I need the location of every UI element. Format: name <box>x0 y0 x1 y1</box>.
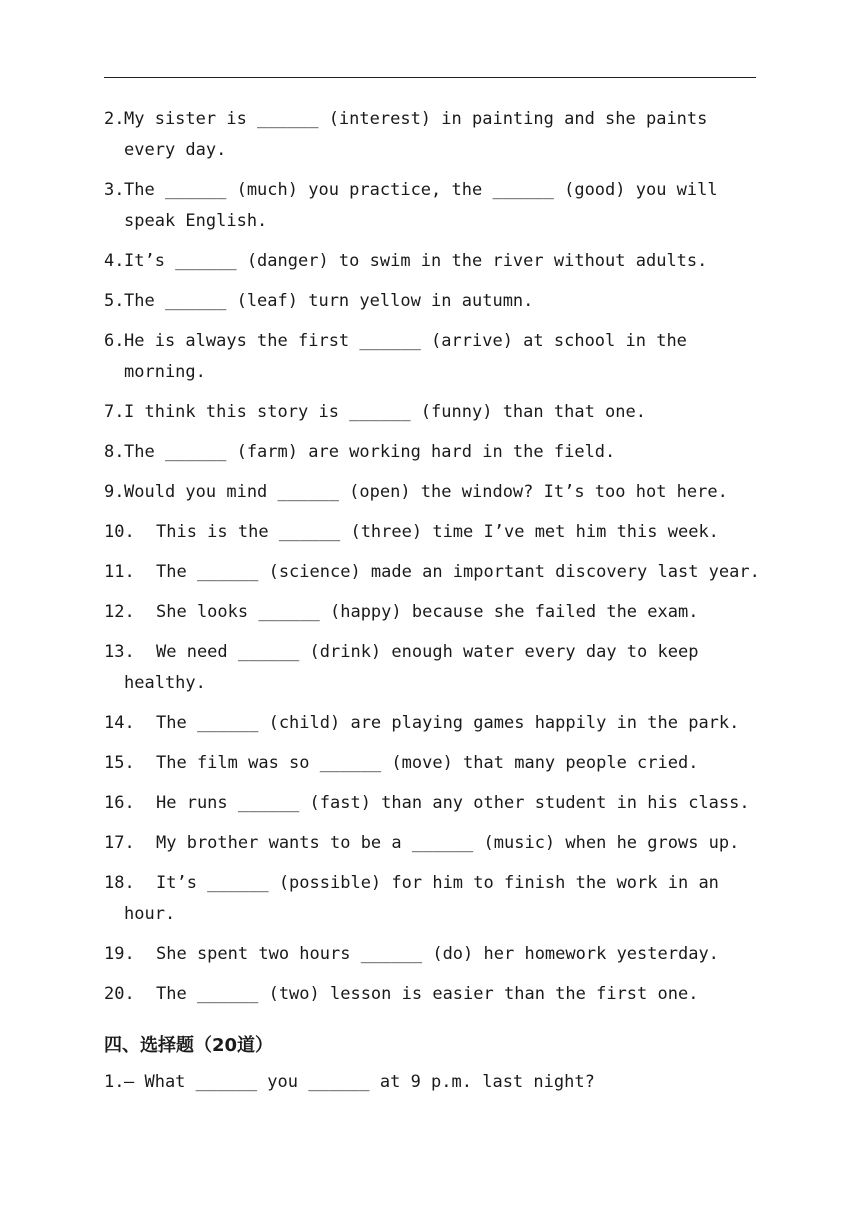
question-text: The ______ (child) are playing games happily in the park. <box>156 713 740 733</box>
question-text: The ______ (science) made an important discovery last year. <box>156 562 760 582</box>
mc-question-1 <box>104 1067 764 1098</box>
question-number: 2. <box>104 109 125 129</box>
question-number: 12. <box>104 602 135 622</box>
question-8 <box>104 437 764 468</box>
question-text: It’s ______ (possible) for him to finish the work in an <box>156 873 719 893</box>
question-text: — What ______ you ______ at 9 p.m. last night? <box>124 1072 595 1092</box>
question-number: 11. <box>104 562 135 582</box>
question-number: 6. <box>104 331 125 351</box>
question-text: My brother wants to be a ______ (music) when he grows up. <box>156 833 740 853</box>
question-9 <box>104 477 764 508</box>
question-number: 17. <box>104 833 135 853</box>
question-text-continued: healthy. <box>124 673 206 693</box>
question-text: He is always the first ______ (arrive) at school in the <box>124 331 687 351</box>
question-text: This is the ______ (three) time I’ve met him this week. <box>156 522 719 542</box>
question-18 <box>104 868 764 930</box>
question-text: She looks ______ (happy) because she failed the exam. <box>156 602 699 622</box>
question-number: 3. <box>104 180 125 200</box>
question-number: 15. <box>104 753 135 773</box>
question-17 <box>104 828 764 859</box>
question-5 <box>104 286 764 317</box>
question-6 <box>104 326 764 388</box>
question-text: Would you mind ______ (open) the window? It’s too hot here. <box>124 482 728 502</box>
question-4 <box>104 246 764 277</box>
question-number: 9. <box>104 482 125 502</box>
question-11 <box>104 557 764 588</box>
question-20 <box>104 979 764 1010</box>
question-text: The film was so ______ (move) that many people cried. <box>156 753 699 773</box>
question-text-continued: every day. <box>124 140 227 160</box>
question-text: The ______ (much) you practice, the ______ (good) you will <box>124 180 718 200</box>
question-number: 8. <box>104 442 125 462</box>
question-text: It’s ______ (danger) to swim in the river without adults. <box>124 251 708 271</box>
question-text: We need ______ (drink) enough water every day to keep <box>156 642 699 662</box>
question-10 <box>104 517 764 548</box>
question-text: I think this story is ______ (funny) than that one. <box>124 402 646 422</box>
question-text-continued: hour. <box>124 904 176 924</box>
question-text: The ______ (leaf) turn yellow in autumn. <box>124 291 534 311</box>
question-number: 5. <box>104 291 125 311</box>
question-number: 10. <box>104 522 135 542</box>
question-14 <box>104 708 764 739</box>
question-12 <box>104 597 764 628</box>
question-number: 16. <box>104 793 135 813</box>
question-3 <box>104 175 764 237</box>
question-number: 19. <box>104 944 135 964</box>
question-number: 7. <box>104 402 125 422</box>
question-text-continued: speak English. <box>124 211 268 231</box>
question-text: The ______ (two) lesson is easier than the first one. <box>156 984 699 1004</box>
question-15 <box>104 748 764 779</box>
question-text: The ______ (farm) are working hard in the field. <box>124 442 616 462</box>
question-2 <box>104 104 764 166</box>
question-number: 20. <box>104 984 135 1004</box>
question-text: She spent two hours ______ (do) her homework yesterday. <box>156 944 719 964</box>
question-19 <box>104 939 764 970</box>
section-title: 四、选择题（20道） <box>104 1035 274 1056</box>
question-16 <box>104 788 764 819</box>
question-13 <box>104 637 764 699</box>
header-rule <box>104 77 756 78</box>
question-text: My sister is ______ (interest) in painting and she paints <box>124 109 708 129</box>
question-text: He runs ______ (fast) than any other student in his class. <box>156 793 750 813</box>
question-text-continued: morning. <box>124 362 206 382</box>
question-7 <box>104 397 764 428</box>
question-number: 1. <box>104 1072 125 1092</box>
exercise-content <box>104 104 764 1107</box>
question-number: 14. <box>104 713 135 733</box>
question-number: 18. <box>104 873 135 893</box>
question-number: 13. <box>104 642 135 662</box>
question-number: 4. <box>104 251 125 271</box>
